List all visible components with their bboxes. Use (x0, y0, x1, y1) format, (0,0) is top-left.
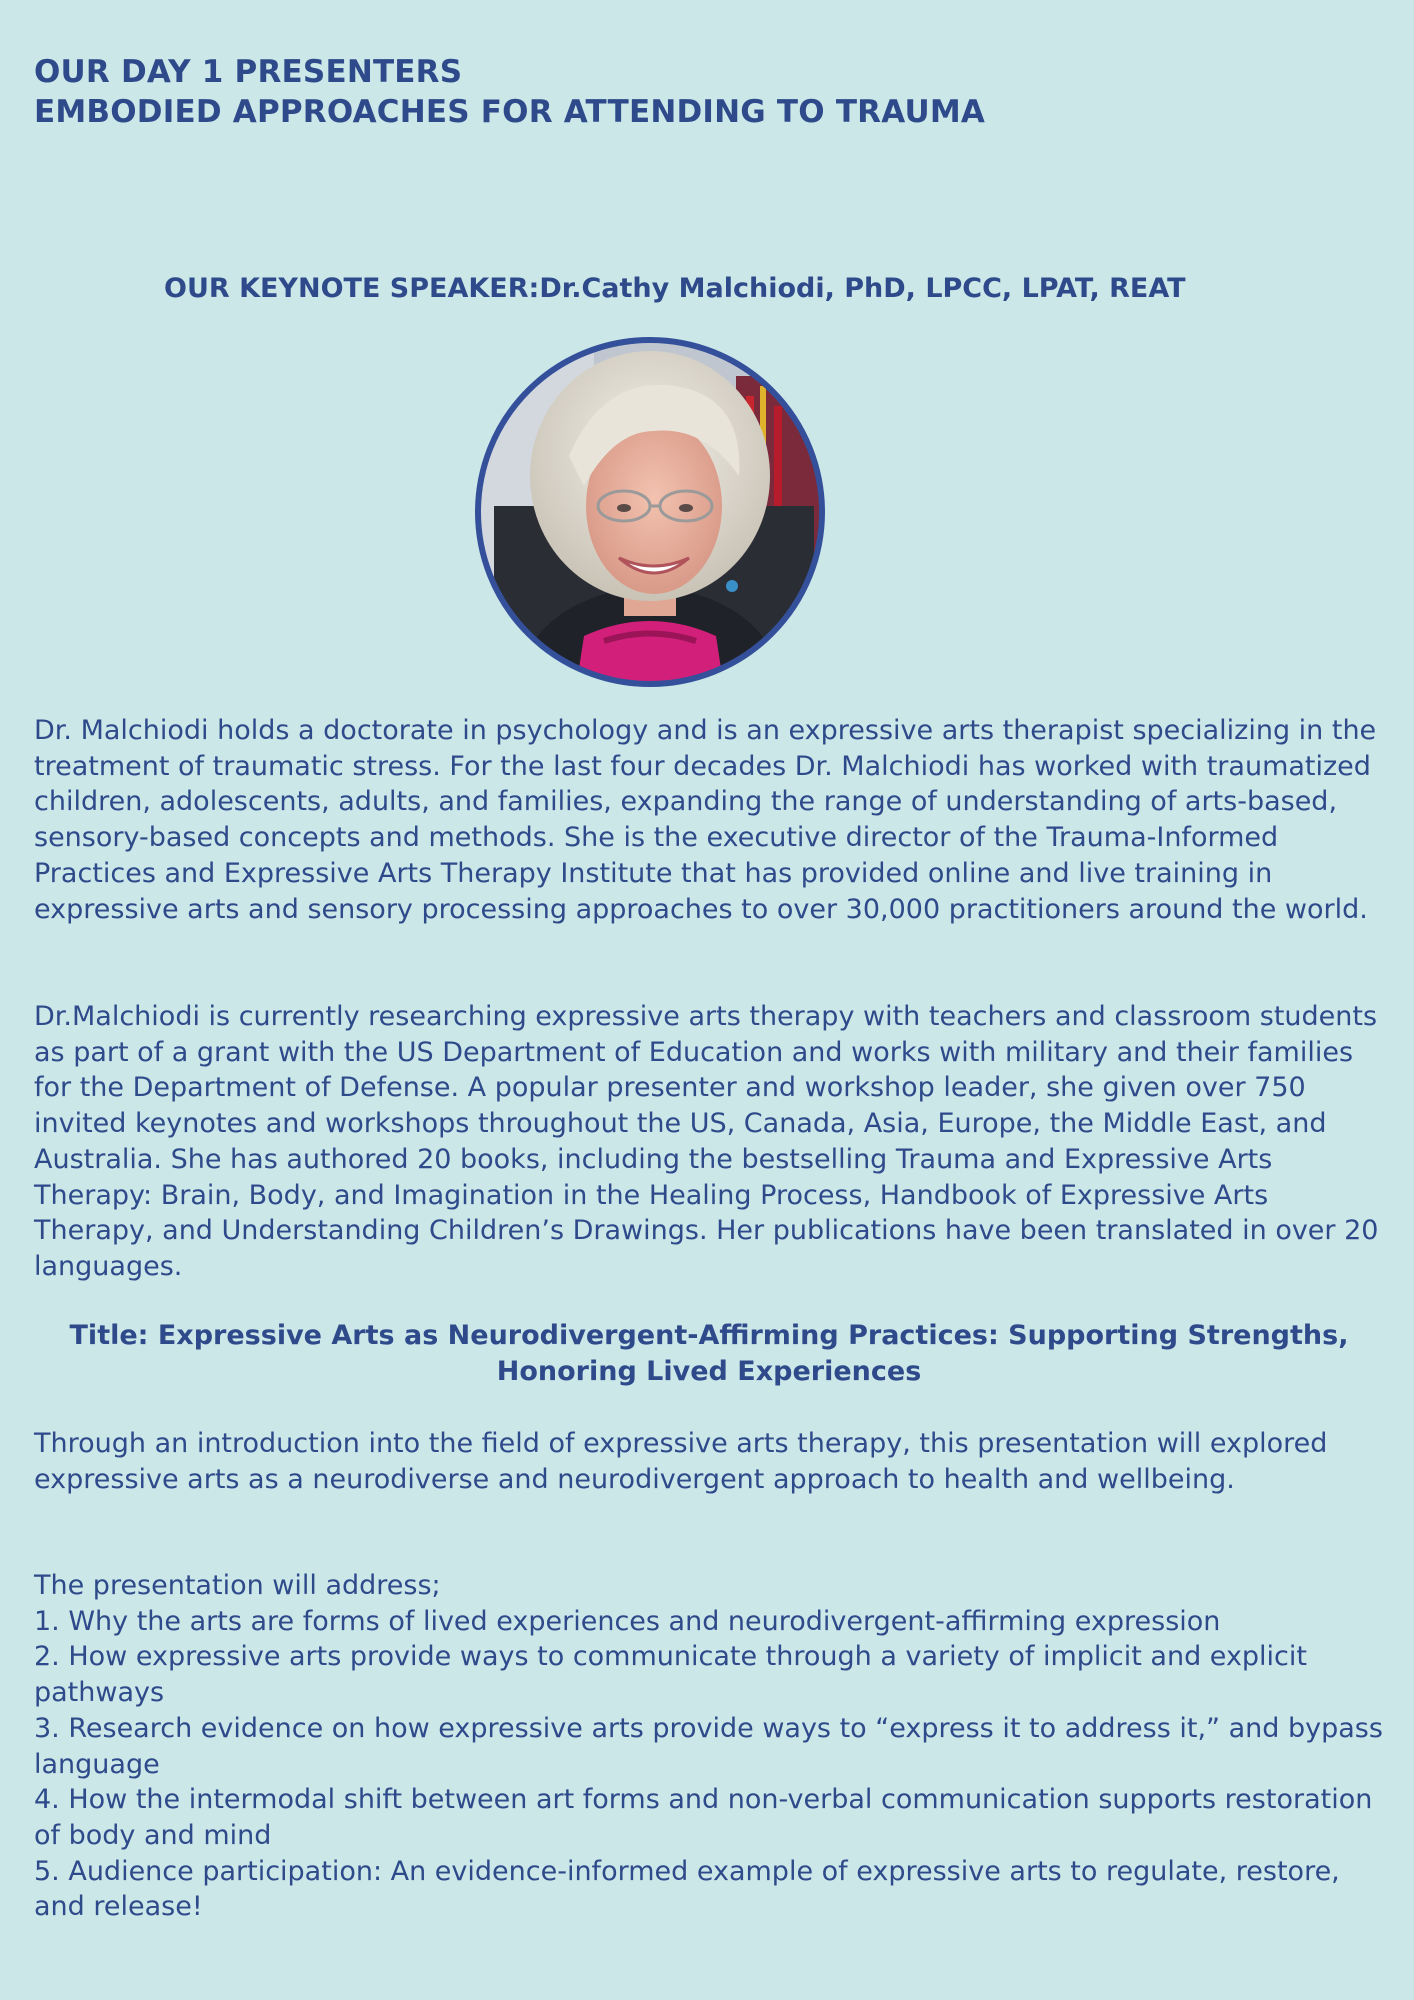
presentation-title: Title: Expressive Arts as Neurodivergent-Affirming Practices: Supporting Strengths, Honoring Lived Experiences (69, 1320, 1349, 1387)
topic-item: 5. Audience participation: An evidence-informed example of expressive arts to regulate, restore, and release! (34, 1855, 1340, 1923)
page-header (34, 52, 985, 132)
topics-intro: The presentation will address; (34, 1570, 441, 1601)
header-line-2: EMBODIED APPROACHES FOR ATTENDING TO TRAUMA (34, 94, 986, 130)
bio-paragraph-2: Dr.Malchiodi is currently researching expressive arts therapy with teachers and classroom students as part of a grant with the US Department of Education and works with military and their families for the Department of Defense. A popular presenter and workshop leader, she given over 750 invited keynotes and workshops throughout the US, Canada, Asia, Europe, the Middle East, and Australia. She has authored 20 books, including the bestselling Trauma and Expressive Arts Therapy: Brain, Body, and Imagination in the Healing Process, Handbook of Expressive Arts Therapy, and Understanding Children’s Drawings. Her publications have been translated in over 20 languages. (34, 1001, 1379, 1282)
speaker-portrait (474, 336, 826, 688)
topic-item: 3. Research evidence on how expressive arts provide ways to “express it to address it,” and bypass language (34, 1712, 1383, 1780)
presentation-description: Through an introduction into the field of expressive arts therapy, this presentation will explored expressive arts as a neurodiverse and neurodivergent approach to health and wellbeing. (34, 1428, 1328, 1495)
topics-list (34, 1604, 1384, 1925)
bio-paragraph-1: Dr. Malchiodi holds a doctorate in psychology and is an expressive arts therapist specializing in the treatment of traumatic stress. For the last four decades Dr. Malchiodi has worked with traumatized children, adolescents, adults, and families, expanding the range of understanding of arts-based, sensory-based concepts and methods. She is the executive director of the Trauma-Informed Practices and Expressive Arts Therapy Institute that has provided online and live training in expressive arts and sensory processing approaches to over 30,000 practitioners around the world. (34, 715, 1377, 925)
topic-item: 1. Why the arts are forms of lived experiences and neurodivergent-affirming expression (34, 1605, 1221, 1637)
topic-item: 4. How the intermodal shift between art forms and non-verbal communication supports restoration of body and mind (34, 1784, 1373, 1851)
topic-item: 2. How expressive arts provide ways to communicate through a variety of implicit and explicit pathways (34, 1641, 1307, 1709)
presentation-topics (34, 1568, 1384, 1925)
keynote-speaker-heading: OUR KEYNOTE SPEAKER:Dr.Cathy Malchiodi, PhD, LPCC, LPAT, REAT (164, 273, 1186, 304)
header-line-1: OUR DAY 1 PRESENTERS (34, 54, 463, 90)
